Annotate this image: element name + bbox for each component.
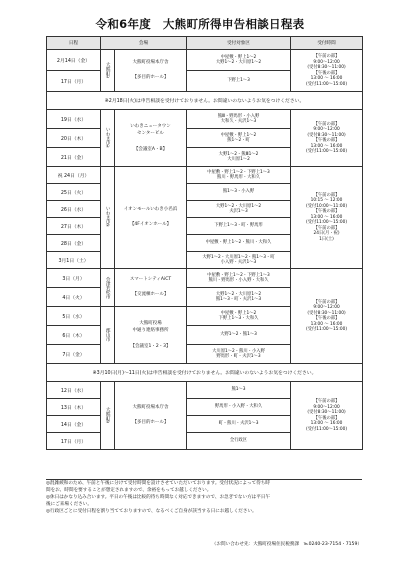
row-date: 17日（月） [47, 433, 101, 450]
time-cell [291, 50, 363, 92]
time-text: 【午前の部】 9:00〜12:00 (受付8:30〜11:00) 【午後の部】 13:00 〜 16:00 (受付11:00〜15:00) [306, 54, 348, 87]
row-date: 27日（木） [47, 218, 101, 235]
time-text: 【午前の部】 10:15 〜 12:00 (受付10:00〜11:00) 【午後の部】 13:00 〜 16:00 (受付11:00〜15:00) 【午前の部】 24日(月・祝) 1日(土) [306, 192, 348, 242]
row-date: 6日（木） [47, 326, 101, 345]
row-area: 下野上1〜3・町・野馬形 [187, 218, 291, 235]
row-area: 熊1〜3 [187, 382, 291, 399]
row-area: 中屋敷・野上1〜2 下野上1〜3・大和久 [187, 307, 291, 326]
venue-cell [115, 307, 187, 364]
header-venue: 会場 [101, 37, 187, 50]
footer-note: ◎休日はかなり込み合います。平日の午後は比較的待ち時間なく対応できますので、お急ぎでない方は平日午 [46, 495, 271, 501]
city-name: いわき市① [105, 126, 111, 150]
row-date: 19日（水） [47, 110, 101, 129]
row-date: 28日（金） [47, 235, 101, 252]
row-area: 下野上1〜3 [187, 71, 291, 92]
city-name: 大熊町② [105, 406, 111, 425]
row-area: 熊Ⅲ・野馬形・小入野 大和久・夫沢1〜3 [187, 110, 291, 129]
notice-text: ※2月18日(火)は申告相談を受付けておりません。お間違いのないようお気をつけください。 [47, 92, 363, 110]
city-cell [101, 167, 115, 269]
footer-note: ◎行政区ごとに受付日程を割り当てておりますので、なるべくご自身が該当する日にお越しください。 [46, 509, 257, 515]
table-row [47, 110, 363, 129]
row-date: 13日（木） [47, 399, 101, 416]
venue-cell [115, 110, 187, 167]
table-row [47, 50, 363, 71]
row-date: 3日（月） [47, 269, 101, 288]
row-date: 祝 24日（月） [47, 167, 101, 184]
venue-cell [115, 382, 187, 450]
venue-name: 大熊町役場 中通り連絡事務所 【会議室1・2・3】 [130, 320, 171, 349]
row-date: 7日（金） [47, 345, 101, 364]
row-area: 全行政区 [187, 433, 291, 450]
header-time: 受付時間 [291, 37, 363, 50]
row-area: 中屋敷・野上1〜2 大野1〜2・大川原1〜2 [187, 50, 291, 71]
venue-name: イオンモールいわき小名浜 【4Fイオンホール】 [123, 207, 178, 228]
footer-note: 間をお、時間を要することが想定されますので、余裕をもってお越しください。 [46, 488, 212, 494]
time-cell [291, 167, 363, 269]
schedule-table [46, 36, 363, 450]
row-date: 4日（火） [47, 288, 101, 307]
footer-note: ◎混雑緩和のため、午前と午後に分けて受付時間を設けさせていただいております。受付状況によって待ち時 [46, 481, 270, 486]
page-title: 令和6年度 大熊町所得申告相談日程表 [95, 17, 305, 31]
time-cell [291, 269, 363, 364]
city-name: 郡山市 [105, 328, 111, 342]
city-cell [101, 110, 115, 167]
venue-cell [115, 269, 187, 307]
table-header-row [47, 37, 363, 50]
row-date: 12日（水） [47, 382, 101, 399]
row-area: 熊1〜3・小入野 [187, 184, 291, 201]
row-area: 町・熊川・夫沢1〜3 [187, 416, 291, 433]
row-date: 2月14日（金） [47, 50, 101, 71]
city-name: いわき市② [105, 206, 111, 229]
row-date: 21日（金） [47, 148, 101, 167]
row-date: 20日（木） [47, 129, 101, 148]
city-cell [101, 307, 115, 364]
row-date: 5日（水） [47, 307, 101, 326]
row-area: 大野1〜2・熊Ⅲ1〜2 大川原1〜2 [187, 148, 291, 167]
city-name: 会津若松市 [105, 276, 111, 299]
table-row [47, 269, 363, 288]
row-area: 中屋敷・野上1〜2・下野上1〜3 熊川・野馬形・大和久 [187, 167, 291, 184]
header-area: 受付対象区 [187, 37, 291, 50]
row-area: 中屋敷・野上1〜2・熊川・大和久 [187, 235, 291, 252]
footer-note: 後にご来場ください。 [46, 502, 92, 508]
city-cell [101, 382, 115, 450]
row-area: 大野1〜2・熊1〜3 [187, 326, 291, 345]
venue-cell [115, 50, 187, 92]
table-row [47, 382, 363, 399]
row-date: 14日（金） [47, 416, 101, 433]
row-area: 大野1〜2・大川原1〜2 熊1〜3・町・夫沢1〜3 [187, 288, 291, 307]
venue-name: 大熊町役場本庁舎 【多目的ホール】 [132, 405, 169, 426]
time-text: 【午前の部】 9:00〜12:00 (受付8:30〜11:00) 【午後の部】 13:00 〜 16:00 (受付11:00〜15:00) [306, 399, 348, 432]
row-area: 大野1〜2・大川原1〜2 夫沢1〜3 [187, 201, 291, 218]
city-cell [101, 269, 115, 307]
time-text: 【午前の部】 9:00〜12:00 (受付8:30〜11:00) 【午後の部】 13:00 〜 16:00 (受付11:00〜15:00) [306, 299, 348, 332]
row-area: 大川原1〜2・熊川・小入野 野馬形・町・夫沢1〜3 [187, 345, 291, 364]
venue-name: スマートシティAiCT 【交流棟ホール】 [129, 277, 172, 298]
row-date: 17日（月） [47, 71, 101, 92]
venue-name: 大熊町役場本庁舎 【多目的ホール】 [132, 60, 169, 81]
row-area: 大野1〜2・大川原1〜2・熊1〜3・町 小入野・夫沢1〜3 [187, 252, 291, 269]
table-row [47, 167, 363, 184]
notice-row [47, 92, 363, 110]
row-date: 26日（水） [47, 201, 101, 218]
row-area: 野馬形・小入野・大和久 [187, 399, 291, 416]
notice-text: ※3月10日(月)〜11日(火)は申告相談を受付けておりません。お間違いのないようお気をつけください。 [47, 364, 363, 382]
row-area: 中屋敷・野上1〜2 熊1〜2・町 [187, 129, 291, 148]
time-text: 【午前の部】 9:00〜12:00 (受付8:30〜11:00) 【午後の部】 13:00 〜 16:00 (受付11:00〜15:00) [306, 121, 348, 154]
time-cell [291, 110, 363, 167]
header-date: 日程 [47, 37, 101, 50]
city-name: 大熊町① [105, 61, 111, 80]
city-cell [101, 50, 115, 92]
venue-cell [115, 167, 187, 269]
venue-name: いわきニュータウン センタービル 【会議室A・B】 [130, 123, 171, 152]
time-cell [291, 382, 363, 450]
row-area: 中屋敷・野上1〜2・下野上1〜3 熊川・野馬形・小入野・大和久 [187, 269, 291, 288]
row-date: 3月1日（土） [47, 252, 101, 269]
notice-row [47, 364, 363, 382]
footer-notes [46, 479, 362, 516]
row-date: 25日（火） [47, 184, 101, 201]
contact-info: （お問い合わせ先：大熊町役場住民税務課 ℡0240-23-7154・7159） [211, 542, 362, 547]
